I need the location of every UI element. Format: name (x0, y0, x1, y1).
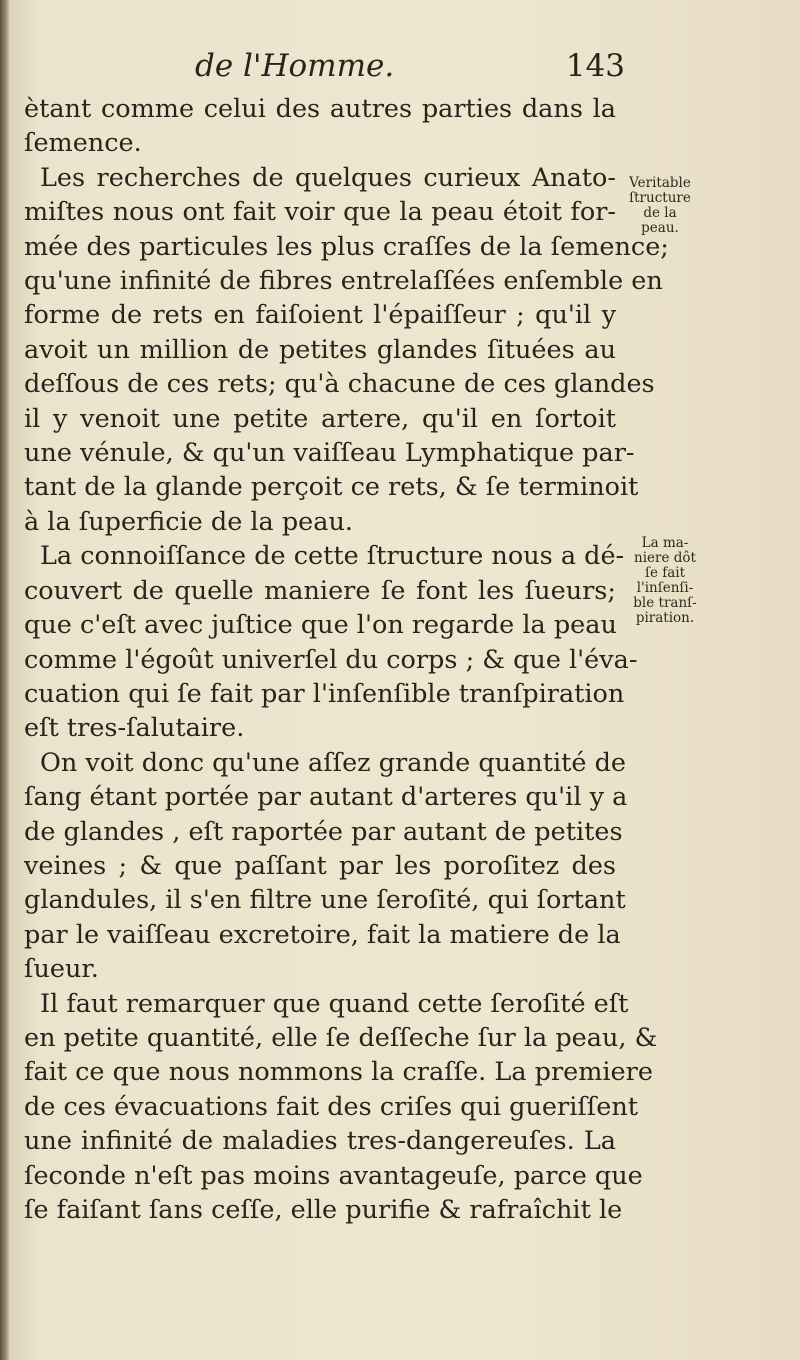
margin-note-line: de la (643, 205, 677, 221)
text-line: il y venoit une petite artere, qu'il en ſortoit (24, 403, 616, 434)
text-line: en petite quantité, elle ſe deſſeche ſur la peau, & (24, 1022, 658, 1053)
text-line: comme l'égoût univerſel du corps ; & que l'éva- (24, 644, 638, 675)
margin-note-line: piration. (635, 610, 695, 626)
running-title: de l'Homme. (195, 48, 395, 84)
margin-note-transpiration (620, 536, 710, 626)
text-line: ſueur. (24, 954, 99, 985)
margin-note-line: l'inſenſi- (636, 580, 694, 596)
text-line: ſe faiſant ſans ceſſe, elle purifie & rafraîchit le (24, 1195, 623, 1225)
text-line: couvert de quelle maniere ſe font les ſueurs; (24, 575, 616, 606)
text-line: ſeconde n'eſt pas moins avantageuſe, parce que (24, 1160, 643, 1191)
text-line: La connoiſſance de cette ſtructure nous a dé- (40, 541, 625, 572)
text-line: ſang étant portée par autant d'arteres qu'il y a (24, 782, 628, 813)
text-line: eſt tres-ſalutaire. (24, 713, 245, 744)
text-line: forme de rets en faiſoient l'épaiſſeur ; qu'il y (24, 300, 616, 331)
text-line: glandules, il s'en filtre une ſeroſité, qui ſortant (24, 885, 626, 916)
text-line: de glandes , eſt raportée par autant de petites (24, 816, 623, 847)
margin-note-line: niere dôt (634, 550, 696, 566)
margin-note-structure (620, 176, 700, 236)
text-line: que c'eſt avec juſtice que l'on regarde la peau (24, 610, 617, 641)
margin-note-line: peau. (641, 220, 679, 236)
text-line: deſſous de ces rets; qu'à chacune de ces glandes (24, 369, 655, 400)
margin-note-line: ſtructure (629, 190, 691, 206)
page-number: 143 (565, 48, 625, 84)
text-line: tant de la glande perçoit ce rets, & ſe terminoit (24, 472, 639, 503)
margin-note-line: ble tranſ- (633, 595, 697, 611)
book-spine-shadow (0, 0, 10, 1360)
text-line: ètant comme celui des autres parties dans la (24, 94, 616, 124)
text-line: de ces évacuations fait des criſes qui gueriſſent (24, 1091, 638, 1122)
text-line: Il faut remarquer que quand cette ſeroſité eſt (40, 988, 629, 1019)
margin-note-line: Veritable (629, 175, 691, 191)
text-line: Les recherches de quelques curieux Anato- (40, 162, 616, 193)
text-line: une vénule, & qu'un vaiſſeau Lymphatique par- (24, 438, 635, 469)
text-line: On voit donc qu'une aſſez grande quantité de (40, 747, 626, 778)
text-line: fait ce que nous nommons la craſſe. La premiere (24, 1057, 653, 1088)
margin-note-line: ſe fait (644, 565, 686, 581)
text-line: ſemence. (24, 128, 142, 159)
text-line: une infinité de maladies tres-dangereuſes. La (24, 1126, 616, 1157)
text-line: qu'une infinité de fibres entrelaſſées enſemble en (24, 266, 663, 297)
text-line: miſtes nous ont fait voir que la peau étoit for- (24, 197, 616, 228)
text-line: cuation qui ſe fait par l'inſenſible tranſpiration (24, 678, 625, 709)
page-header (195, 48, 625, 88)
text-line: par le vaiſſeau excretoire, fait la matiere de la (24, 919, 621, 950)
text-line: à la ſuperficie de la peau. (24, 506, 354, 537)
text-line: veines ; & que paſſant par les poroſitez des (24, 850, 616, 881)
margin-note-line: La ma- (641, 535, 689, 551)
text-line: mée des particules les plus craſſes de la ſemence; (24, 231, 669, 262)
text-line: avoit un million de petites glandes ſituées au (24, 334, 616, 365)
